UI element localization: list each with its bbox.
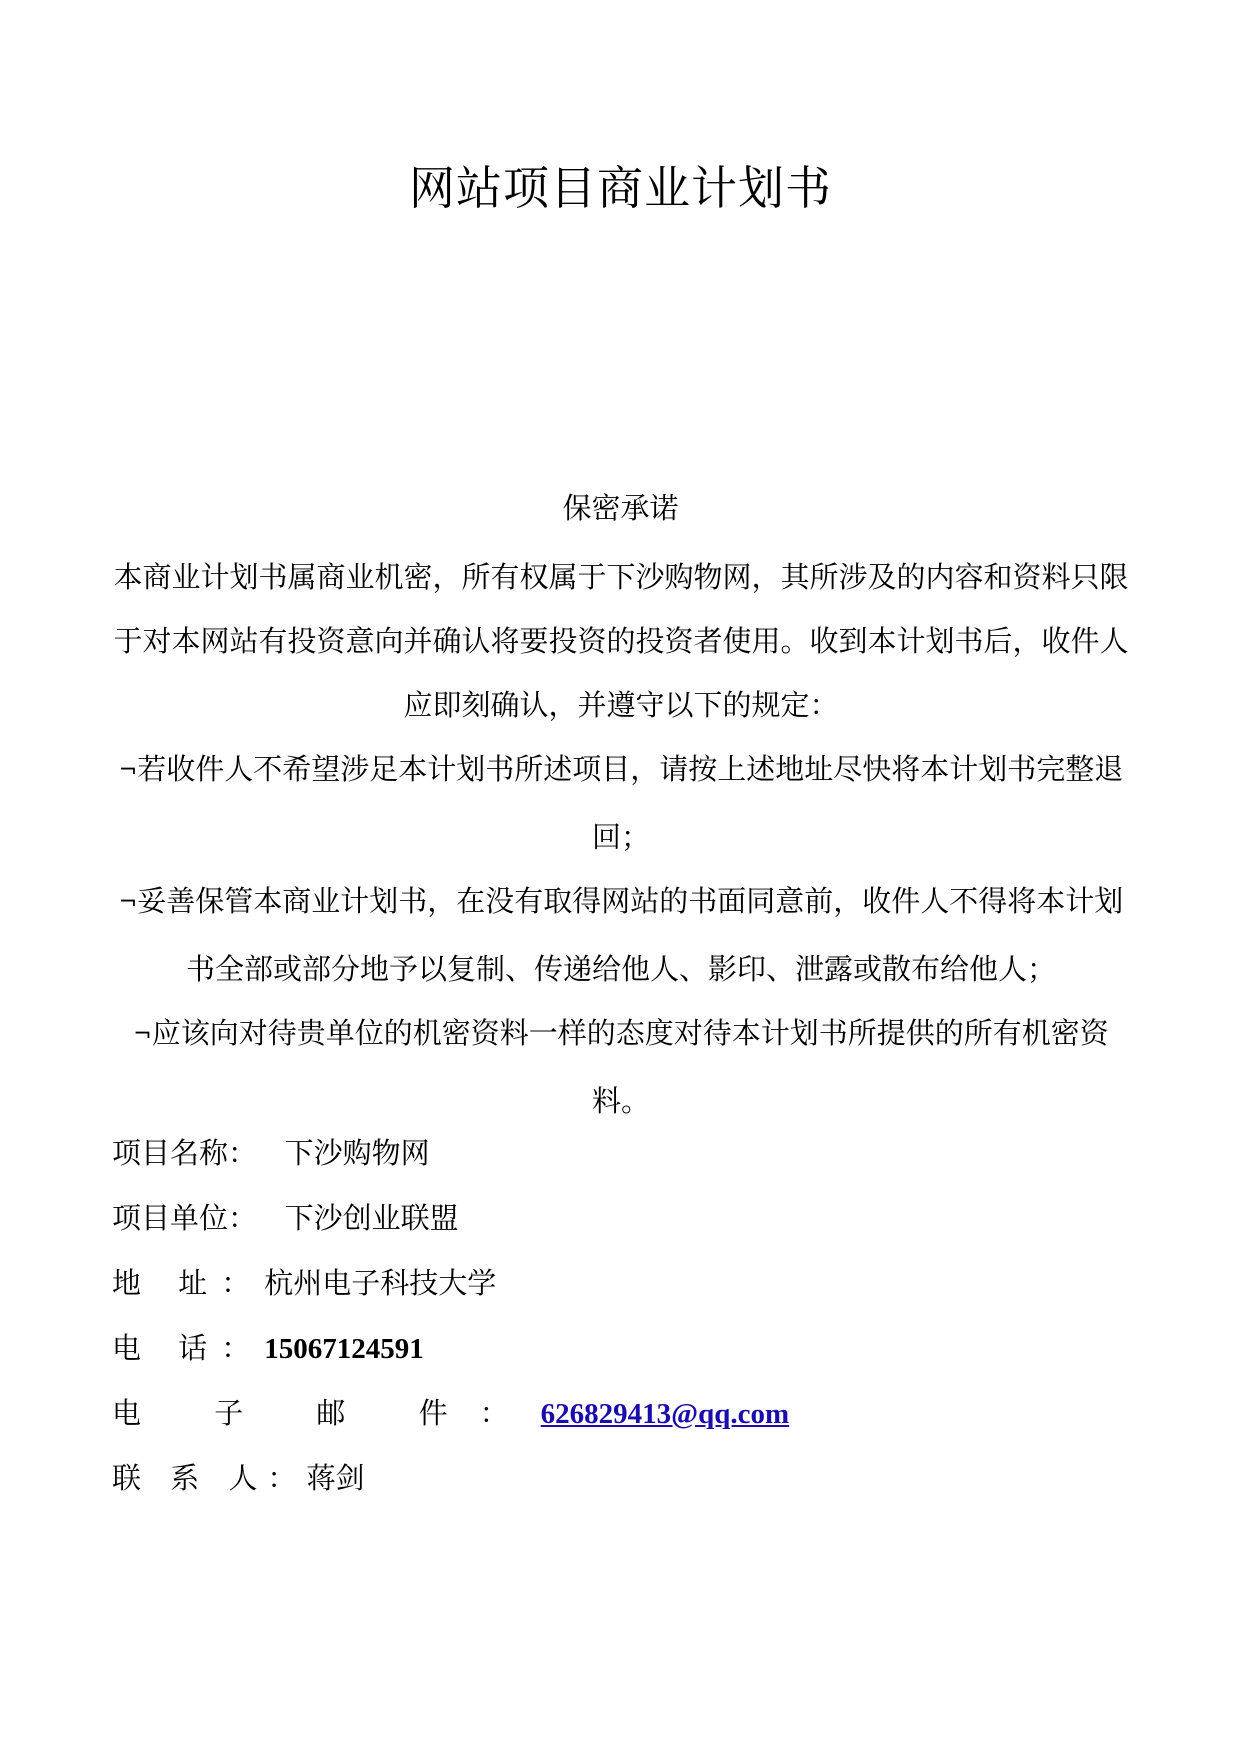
- address-value: 杭州电子科技大学: [264, 1266, 497, 1300]
- contact-value: 蒋剑: [306, 1461, 365, 1495]
- email-row: [112, 1391, 789, 1432]
- document-title: 网站项目商业计划书: [409, 161, 832, 215]
- email-link[interactable]: 626829413@qq.com: [540, 1398, 790, 1430]
- project-name-label: 项目名称：: [112, 1136, 258, 1170]
- email-label: 电 子 邮 件：: [112, 1396, 541, 1430]
- phone-value: 15067124591: [264, 1333, 424, 1365]
- project-unit-label: 项目单位：: [112, 1201, 258, 1235]
- list-item-text: 妥善保管本商业计划书，在没有取得网站的书面同意前，收件人不得将本计划书全部或部分地予以复制、传递给他人、影印、泄露或散布给他人；: [137, 884, 1124, 986]
- list-item-text: 应该向对待贵单位的机密资料一样的态度对待本计划书所提供的所有机密资料。: [151, 1016, 1109, 1118]
- confidentiality-intro: 本商业计划书属商业机密，所有权属于下沙购物网，其所涉及的内容和资料只限于对本网站有投资意向并确认将要投资的投资者使用。收到本计划书后，收件人应即刻确认，并遵守以下的规定：: [113, 560, 1129, 722]
- list-item-text: 若收件人不希望涉足本计划书所述项目，请按上述地址尽快将本计划书完整退回；: [137, 752, 1124, 854]
- phone-row: [112, 1326, 424, 1367]
- address-row: [112, 1261, 496, 1302]
- bullet-mark-icon: ¬: [118, 890, 138, 915]
- project-name-row: [112, 1131, 430, 1172]
- bullet-mark-icon: ¬: [118, 758, 138, 783]
- project-name-value: 下沙购物网: [284, 1136, 430, 1170]
- project-unit-value: 下沙创业联盟: [284, 1201, 459, 1235]
- project-unit-row: [112, 1196, 459, 1237]
- confidentiality-list: [112, 737, 1130, 1133]
- list-item: [112, 1001, 1130, 1133]
- list-item: [112, 869, 1130, 1001]
- contact-label: 联 系 人：: [112, 1461, 307, 1495]
- list-item: [112, 737, 1130, 869]
- confidentiality-heading: 保密承诺: [562, 491, 679, 525]
- phone-label: 电 话：: [112, 1331, 265, 1365]
- contact-row: [112, 1456, 364, 1497]
- address-label: 地 址：: [112, 1266, 265, 1300]
- bullet-mark-icon: ¬: [133, 1022, 152, 1047]
